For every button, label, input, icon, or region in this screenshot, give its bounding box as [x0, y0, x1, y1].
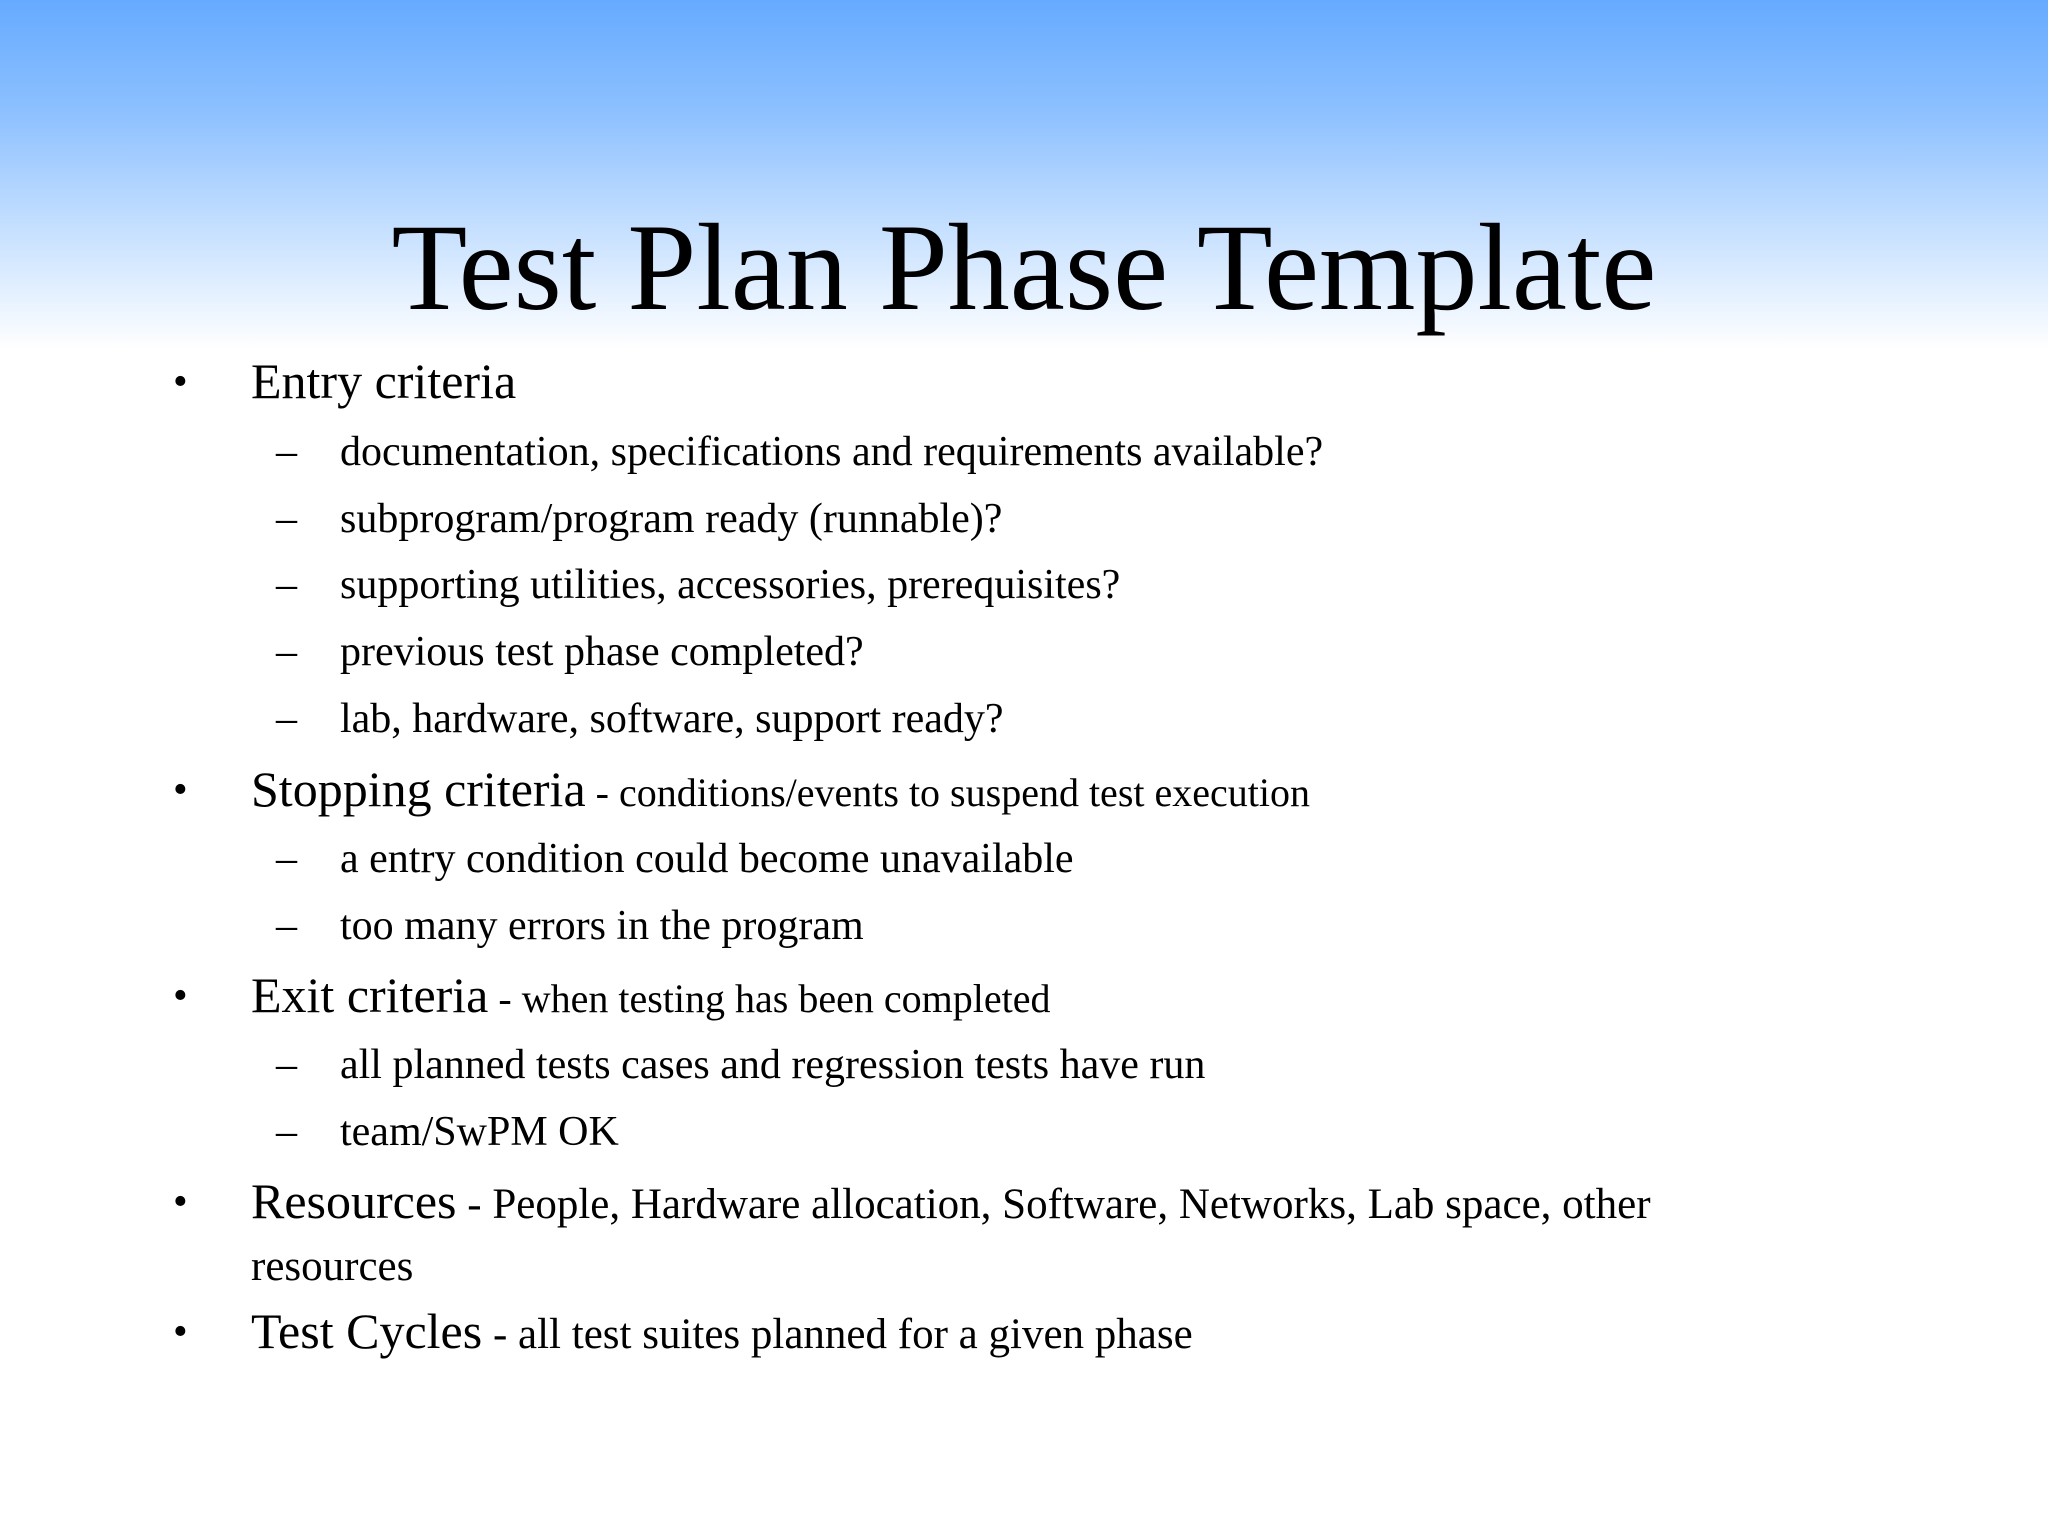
- bullet-stopping-criteria: [251, 760, 1811, 822]
- dash-glyph: –: [276, 1042, 297, 1088]
- bullet-glyph: •: [173, 1179, 188, 1225]
- bullet-heading: Stopping criteria: [251, 761, 586, 817]
- bullet-exit-criteria: [251, 966, 1811, 1028]
- bullet-description: all test suites planned for a given phase: [518, 1311, 1193, 1358]
- bullet-entry-criteria: [251, 352, 1811, 410]
- subitem-all-tests-run: all planned tests cases and regression tests have run: [340, 1042, 1206, 1088]
- subitem-too-many-errors: too many errors in the program: [340, 903, 864, 949]
- bullet-heading: Resources: [251, 1173, 457, 1229]
- bullet-glyph: •: [173, 1309, 188, 1355]
- dash-glyph: –: [276, 696, 297, 742]
- dash-glyph: –: [276, 1109, 297, 1155]
- dash-glyph: –: [276, 836, 297, 882]
- dash-glyph: –: [276, 496, 297, 542]
- dash-glyph: –: [276, 629, 297, 675]
- subitem-previous-phase: previous test phase completed?: [340, 629, 864, 675]
- slide-title: Test Plan Phase Template: [391, 199, 1657, 336]
- bullet-glyph: •: [173, 359, 188, 405]
- bullet-heading: Exit criteria: [251, 967, 489, 1023]
- subitem-team-ok: team/SwPM OK: [340, 1109, 619, 1155]
- subitem-entry-unavailable: a entry condition could become unavailable: [340, 836, 1074, 882]
- bullet-glyph: •: [173, 973, 188, 1019]
- bullet-glyph: •: [173, 767, 188, 813]
- bullet-heading: Test Cycles: [251, 1303, 483, 1359]
- bullet-description: when testing has been completed: [521, 976, 1051, 1021]
- bullet-test-cycles: [251, 1302, 1811, 1364]
- bullet-separator: -: [488, 976, 522, 1021]
- bullet-separator: -: [456, 1181, 493, 1228]
- dash-glyph: –: [276, 429, 297, 475]
- subitem-documentation: documentation, specifications and requirements available?: [340, 429, 1324, 475]
- bullet-description: conditions/events to suspend test execution: [618, 770, 1310, 815]
- bullet-heading: Entry criteria: [251, 353, 517, 409]
- subitem-supporting-utilities: supporting utilities, accessories, prerequisites?: [340, 562, 1121, 608]
- bullet-separator: -: [482, 1311, 519, 1358]
- subitem-program-ready: subprogram/program ready (runnable)?: [340, 496, 1003, 542]
- bullet-description: People, Hardware allocation, Software, Networks, Lab space, other resources: [251, 1181, 1651, 1290]
- bullet-separator: -: [585, 770, 619, 815]
- subitem-lab-ready: lab, hardware, software, support ready?: [340, 696, 1004, 742]
- dash-glyph: –: [276, 562, 297, 608]
- bullet-resources: [251, 1172, 1811, 1296]
- dash-glyph: –: [276, 903, 297, 949]
